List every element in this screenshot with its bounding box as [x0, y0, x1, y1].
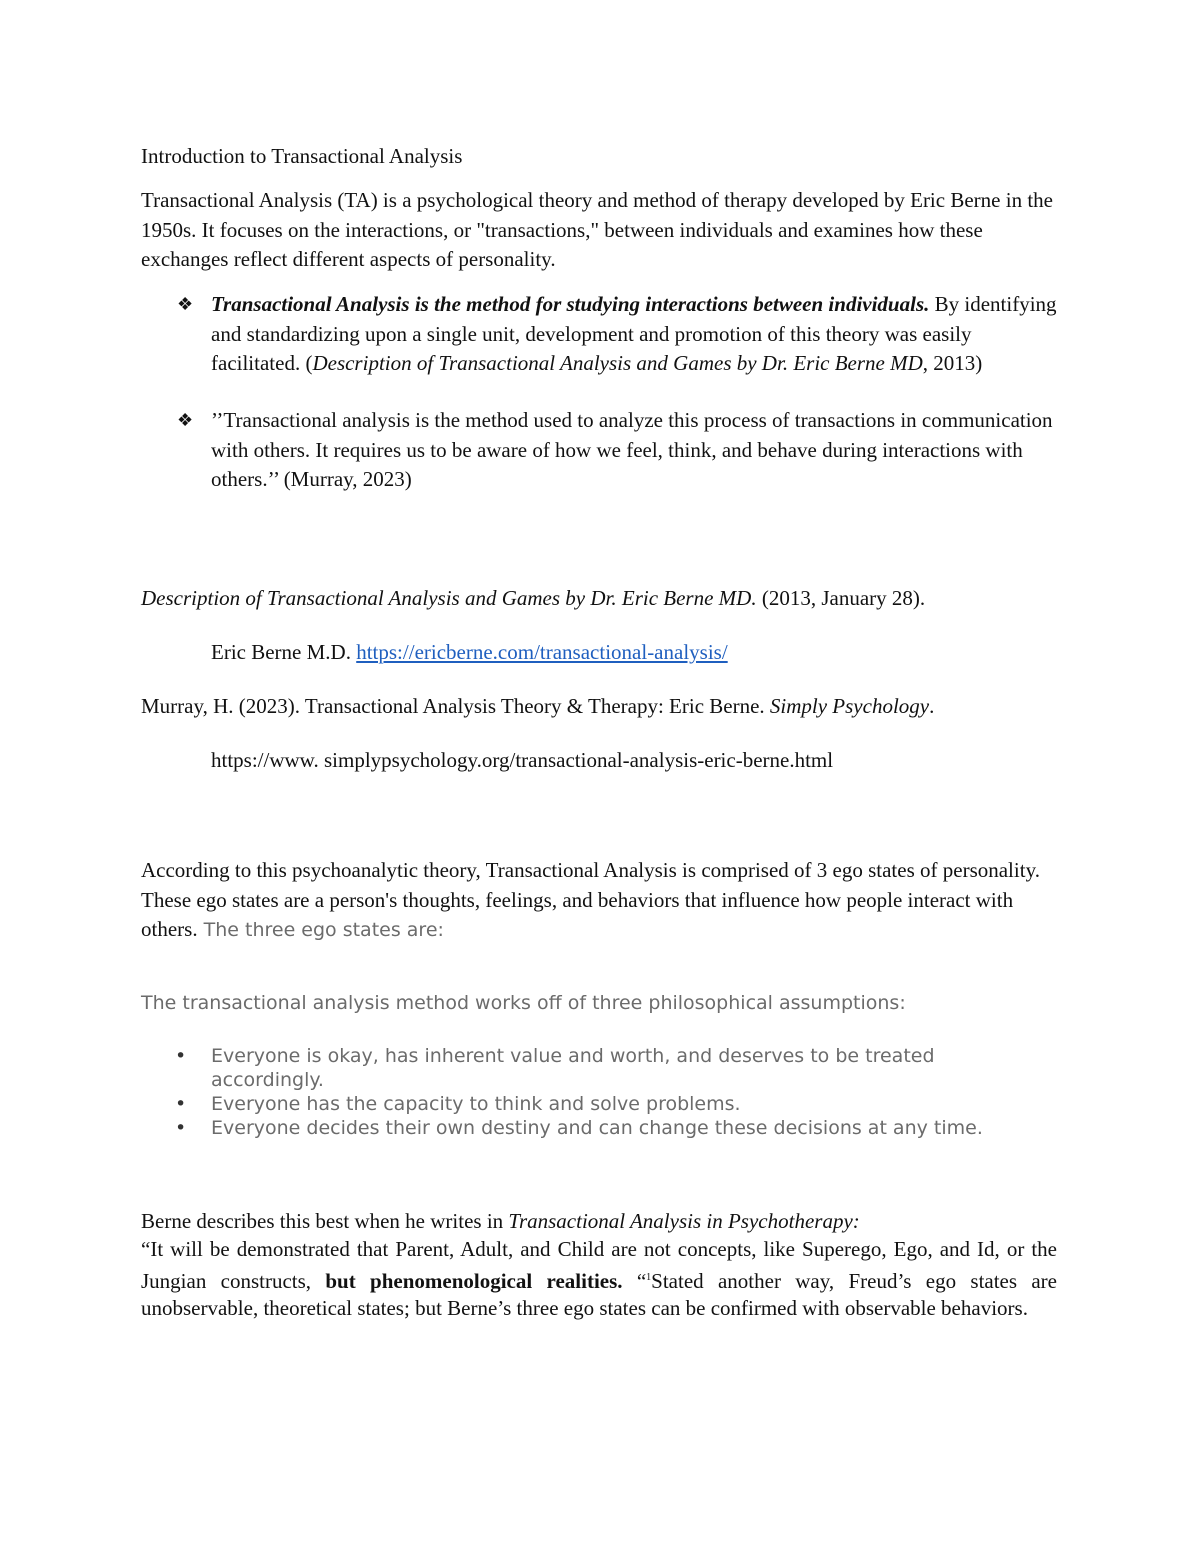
reference-2: [141, 692, 1061, 722]
assumptions-intro: The transactional analysis method works off of three philosophical assumptions:: [141, 992, 906, 1014]
assumption-item-1: [141, 1044, 1061, 1094]
reference-2-journal: Simply Psychology: [769, 694, 930, 718]
berne-lead: [141, 1208, 1057, 1236]
bullet-dot-icon: •: [175, 1045, 187, 1067]
document-title: Introduction to Transactional Analysis: [141, 144, 463, 168]
intro-paragraph: Transactional Analysis (TA) is a psychological theory and method of therapy developed by Eric Berne in the 1950s. It focuses on the interactions, or "transactions," between individuals and examines how these exchanges reflect different aspects of personality.: [141, 188, 1053, 271]
diamond-bullet-icon: ❖: [177, 294, 194, 314]
berne-quote-bold: but phenomenological realities.: [325, 1268, 623, 1293]
reference-1-author: Eric Berne M.D.: [211, 640, 357, 664]
assumption-item-3: [141, 1116, 1061, 1142]
reference-2-url: https://www. simplypsychology.org/transactional-analysis-eric-berne.html: [211, 748, 834, 772]
ego-states-paragraph: [141, 856, 1071, 945]
ego-states-text: According to this psychoanalytic theory, Transactional Analysis is comprised of 3 ego states of personality. These ego states are a person's thoughts, feelings, and behaviors that influence how people interact with others.: [141, 858, 1040, 941]
berne-quote-start: “It will be demonstrated that Parent, Adult, and Child are not concepts, like Superego, Ego, and Id, or the Jungian constructs,: [141, 1237, 1057, 1293]
quote-item-1: [141, 290, 1061, 410]
berne-lead-text: Berne describes this best when he writes in: [141, 1209, 509, 1233]
quote-text-1: [211, 290, 1061, 379]
reference-1-date: (2013, January 28).: [756, 586, 926, 610]
berne-quote-paragraph: [141, 1236, 1057, 1323]
assumption-text-3: Everyone decides their own destiny and can change these decisions at any time.: [211, 1117, 983, 1139]
reference-2-period: .: [929, 694, 935, 718]
ego-states-lead: The three ego states are:: [197, 919, 444, 941]
bullet-dot-icon: •: [175, 1117, 187, 1139]
quote-citation: Description of Transactional Analysis and Games by Dr. Eric Berne MD: [312, 351, 923, 375]
berne-book-title: Transactional Analysis in Psychotherapy:: [508, 1209, 860, 1233]
reference-1: [141, 584, 1061, 614]
quote-bold-statement: Transactional Analysis is the method for studying interactions between individuals.: [211, 292, 930, 316]
quote-body: By identifying and standardizing upon a single unit, development and promotion of this theory was easily facilitated. (: [211, 292, 1057, 375]
reference-1-title: Description of Transactional Analysis and Games by Dr. Eric Berne MD.: [141, 586, 757, 610]
footnote-marker: 1: [646, 1271, 652, 1283]
quote-item-2: [141, 406, 1061, 496]
quote-text-2: ’’Transactional analysis is the method used to analyze this process of transactions in communication with others. It requires us to be aware of how we feel, think, and behave during interactions with others.’’ (Murray, 2023): [211, 408, 1053, 491]
diamond-bullet-icon: ❖: [177, 410, 194, 430]
assumption-text-2: Everyone has the capacity to think and solve problems.: [211, 1093, 741, 1115]
reference-1-source: [211, 638, 1071, 668]
reference-2-text: Murray, H. (2023). Transactional Analysis Theory & Therapy: Eric Berne.: [141, 694, 770, 718]
quote-citation-year: , 2013): [922, 351, 983, 375]
berne-explanation: Stated another way, Freud’s ego states are unobservable, theoretical states; but Berne’s three ego states can be confirmed with observable behaviors.: [141, 1268, 1057, 1320]
assumption-text-1: Everyone is okay, has inherent value and worth, and deserves to be treated accordingly.: [211, 1045, 935, 1091]
bullet-dot-icon: •: [175, 1093, 187, 1115]
berne-quote-end: “: [622, 1268, 647, 1293]
assumption-item-2: [141, 1092, 1061, 1118]
reference-1-link[interactable]: https://ericberne.com/transactional-analysis/: [356, 640, 728, 664]
